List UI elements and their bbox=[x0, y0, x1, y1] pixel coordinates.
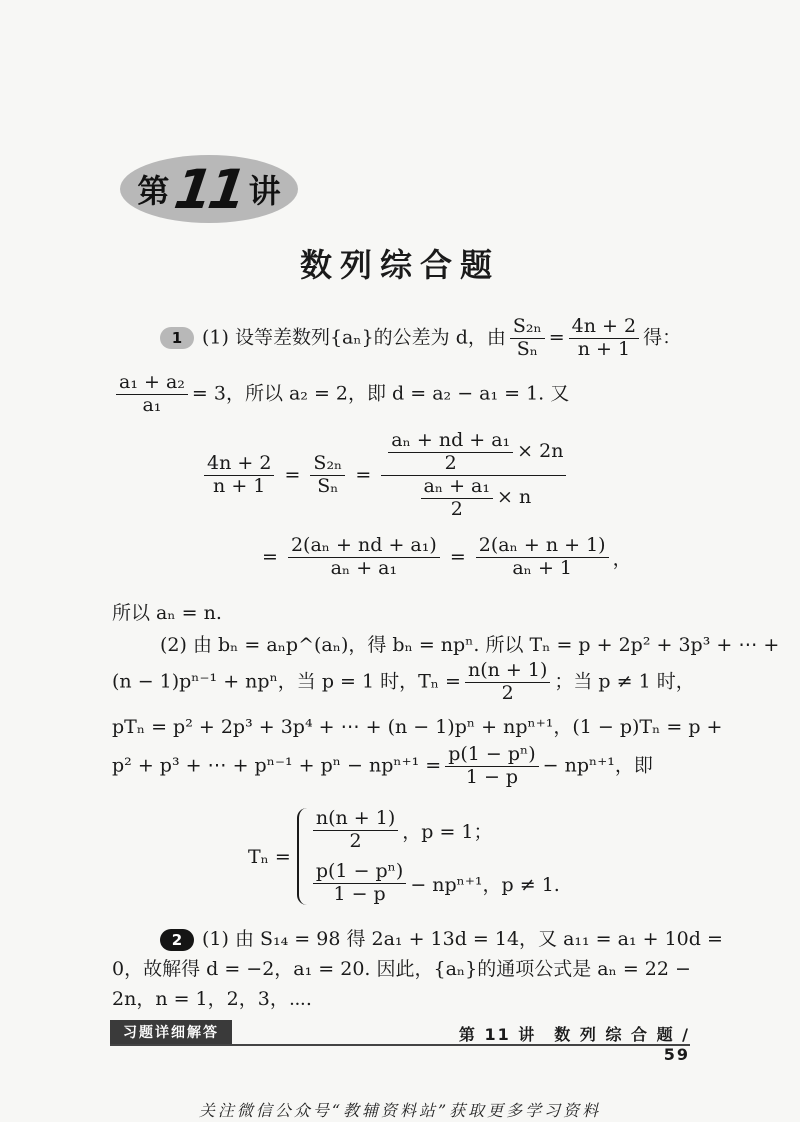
chapter-suffix: 讲 bbox=[248, 172, 281, 210]
case2-frac bbox=[313, 861, 406, 906]
chapter-prefix: 第 bbox=[137, 172, 170, 210]
frac-num: S₂ₙ bbox=[310, 453, 345, 476]
frac-den: 2 bbox=[349, 829, 362, 852]
q1-de: 得： bbox=[643, 326, 682, 349]
frac-num: p(1 − pⁿ) bbox=[445, 744, 538, 767]
cases-formula bbox=[248, 808, 560, 905]
frac-den: aₙ + a₁ bbox=[330, 556, 398, 579]
frac-num: S₂ₙ bbox=[510, 316, 545, 339]
q1-l2-fraction bbox=[116, 372, 188, 417]
question-1-badge: 1 bbox=[160, 327, 194, 349]
p2-l4a: p² + p³ + ⋯ + pⁿ⁻¹ + pⁿ − npⁿ⁺¹ = bbox=[112, 754, 442, 777]
frac-den: n + 1 bbox=[213, 474, 266, 497]
q1-p2-line-4 bbox=[112, 744, 653, 789]
formula-1: $\frac{4n + 2}{n + 1}$ = $\frac{\text{S₂ₙ}}{\text{Sₙ}}$ = $\frac{\text{aₙ + nd + a₁}}{2}$ × 2n $\frac{\text{aₙ + a₁}}{2}$ × n bbox=[200, 430, 570, 520]
frac-num: aₙ + nd + a₁ bbox=[388, 430, 513, 453]
frac-num: a₁ + a₂ bbox=[116, 372, 188, 395]
f1-bot-tail: × n bbox=[497, 486, 532, 509]
q1-p2-line-3: pTₙ = p² + 2p³ + 3p⁴ + ⋯ + (n − 1)pⁿ + npⁿ⁺¹，(1 − p)Tₙ = p + bbox=[112, 716, 723, 738]
q1-intro: (1) 设等差数列{aₙ}的公差为 d，由 bbox=[202, 326, 506, 349]
frac-den: Sₙ bbox=[317, 474, 339, 497]
f2-a bbox=[288, 535, 440, 580]
q1-p2-line-2 bbox=[112, 660, 695, 705]
q2-l1: (1) 由 S₁₄ = 98 得 2a₁ + 13d = 14，又 a₁₁ = a₁ + 10d = bbox=[202, 928, 723, 950]
case1-tail: ，p = 1； bbox=[402, 820, 493, 843]
case-1 bbox=[309, 808, 560, 853]
q1-line-2 bbox=[112, 372, 569, 417]
frac-num: 4n + 2 bbox=[204, 453, 274, 476]
footer-rule bbox=[110, 1044, 690, 1046]
q2-line-3: 2n，n = 1，2，3，⋯. bbox=[112, 988, 312, 1010]
page-title: 数列综合题 bbox=[299, 246, 500, 284]
q1-l2-rest: = 3，所以 a₂ = 2，即 d = a₂ − a₁ = 1. 又 bbox=[191, 382, 570, 405]
q1-conclusion: 所以 aₙ = n. bbox=[112, 602, 222, 624]
frac-num: aₙ + a₁ bbox=[421, 476, 494, 499]
q2-line-1 bbox=[160, 924, 723, 951]
case2-tail: − npⁿ⁺¹，p ≠ 1. bbox=[410, 873, 560, 896]
frac-num: p(1 − pⁿ) bbox=[313, 861, 406, 884]
frac-den: aₙ + 1 bbox=[512, 556, 572, 579]
frac-num: n(n + 1) bbox=[465, 660, 550, 683]
frac-num: 2(aₙ + n + 1) bbox=[476, 535, 609, 558]
case-2 bbox=[309, 861, 560, 906]
p2-l2-frac bbox=[465, 660, 550, 705]
q1-cond-fraction bbox=[510, 316, 545, 361]
f1-lhs bbox=[204, 453, 274, 498]
p2-l4-frac bbox=[445, 744, 538, 789]
running-head: 第 11 讲 数 列 综 合 题 / 59 bbox=[458, 1025, 690, 1064]
f1-bot-frac bbox=[421, 476, 494, 521]
f2-b bbox=[476, 535, 609, 580]
cases-brace bbox=[297, 808, 560, 905]
p2-l2b: ；当 p ≠ 1 时， bbox=[554, 670, 695, 693]
q1-line-1: 1 (1) 设等差数列{aₙ}的公差为 d，由 $\frac{\text{S₂ₙ}}{\text{Sₙ}}$ = $\frac{4n + 2}{n + 1}$ 得： bbox=[160, 316, 681, 361]
bottom-note: 关注微信公众号“教辅资料站”获取更多学习资料 bbox=[198, 1101, 602, 1120]
q1-rhs-fraction bbox=[569, 316, 639, 361]
p2-l2a: (n − 1)pⁿ⁻¹ + npⁿ，当 p = 1 时，Tₙ = bbox=[112, 670, 461, 693]
frac-num: 4n + 2 bbox=[569, 316, 639, 339]
frac-den: n + 1 bbox=[577, 337, 631, 360]
f1-top-frac bbox=[388, 430, 513, 475]
frac-num: n(n + 1) bbox=[313, 808, 398, 831]
frac-den: 2 bbox=[450, 497, 463, 520]
frac-den: a₁ bbox=[142, 393, 162, 416]
f1-big bbox=[381, 430, 566, 520]
frac-den: Sₙ bbox=[516, 337, 538, 360]
q1-p2-line-1: (2) 由 bₙ = aₙp^(aₙ)，得 bₙ = npⁿ. 所以 Tₙ = p + 2p² + 3p³ + ⋯ + bbox=[160, 634, 780, 656]
section-label: 习题详细解答 bbox=[110, 1020, 232, 1044]
frac-den: 2 bbox=[444, 451, 457, 474]
question-2-badge: 2 bbox=[160, 929, 194, 951]
chapter-number: 11 bbox=[170, 157, 248, 221]
q2-line-2: 0，故解得 d = −2，a₁ = 20. 因此，{aₙ}的通项公式是 aₙ = 22 − bbox=[112, 958, 691, 980]
f1-mid bbox=[310, 453, 345, 498]
frac-den: 1 − p bbox=[333, 882, 386, 905]
f1-top-tail: × 2n bbox=[517, 440, 564, 463]
formula-2: = $\frac{\text{2(aₙ + nd + a₁)}}{\text{aₙ + a₁}}$ = $\frac{\text{2(aₙ + n + 1)}}{\text{aₙ + 1}}$ ， bbox=[262, 534, 632, 579]
frac-den: 2 bbox=[501, 681, 514, 704]
frac-num: 2(aₙ + nd + a₁) bbox=[288, 535, 440, 558]
chapter-badge bbox=[120, 155, 298, 223]
p2-l4b: − npⁿ⁺¹，即 bbox=[542, 754, 653, 777]
tn-label: Tₙ = bbox=[248, 845, 291, 868]
case1-frac bbox=[313, 808, 398, 853]
frac-den: 1 − p bbox=[465, 765, 519, 788]
